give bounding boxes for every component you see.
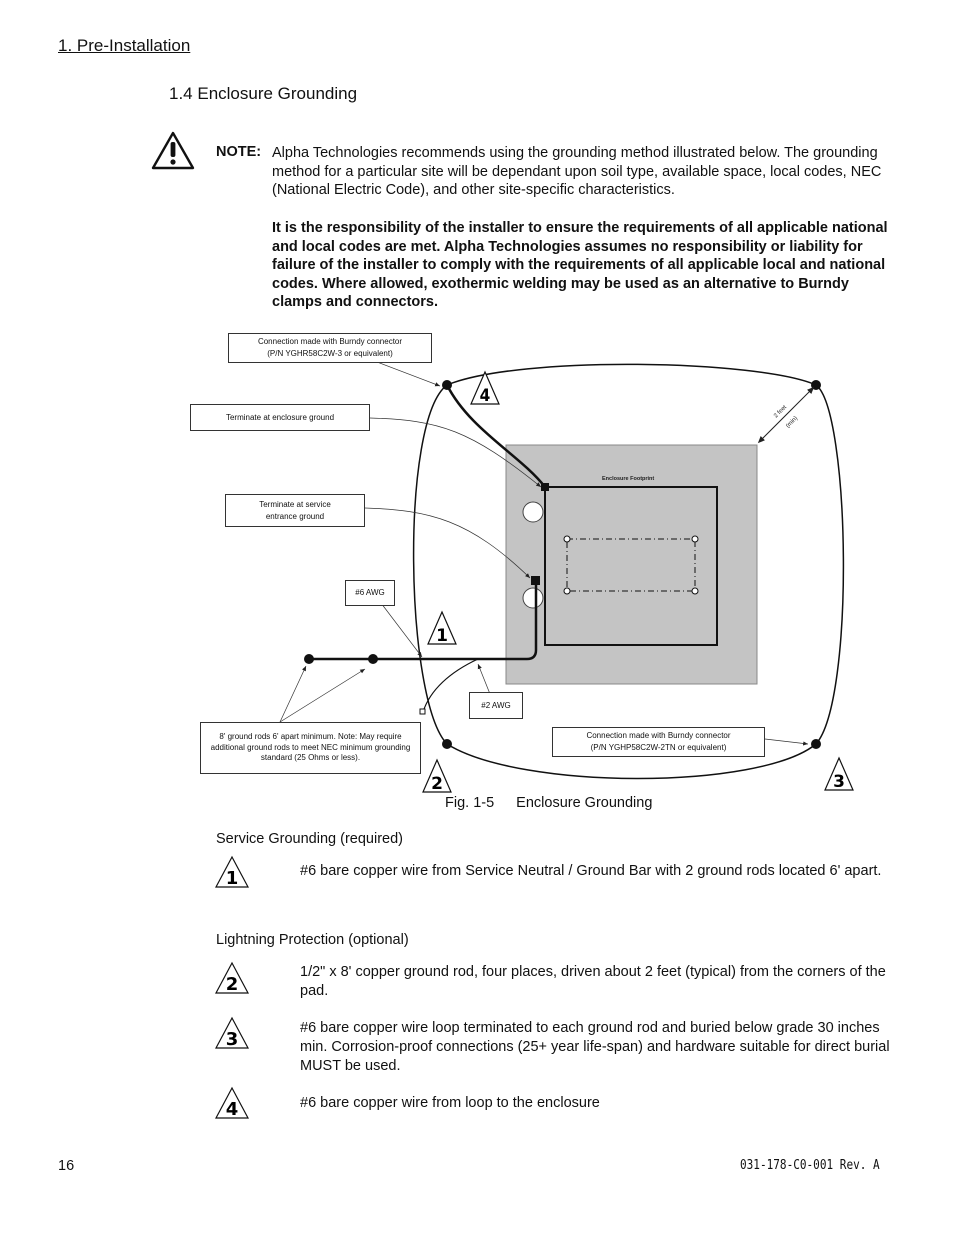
callout-terminate-enclosure: Terminate at enclosure ground	[190, 404, 370, 431]
item-2-marker	[214, 961, 250, 995]
callout-burndy-bottom: Connection made with Burndy connector (P/N YGHP58C2W-2TN or equivalent)	[552, 727, 765, 757]
figure-caption: Fig. 1-5 Enclosure Grounding	[445, 795, 653, 811]
svg-text:2: 2	[225, 974, 239, 995]
item-4-text: #6 bare copper wire from loop to the enclosure	[300, 1095, 600, 1111]
callout-awg2: #2 AWG	[469, 692, 523, 719]
subsection-title: 1.4 Enclosure Grounding	[169, 84, 358, 103]
ground-rod	[811, 380, 821, 390]
conduit-hole	[523, 588, 543, 608]
service-heading: Service Grounding (required)	[216, 831, 403, 847]
distance-sub-label: (min)	[785, 415, 800, 430]
service-ground-rod	[368, 654, 378, 664]
callout-ground-rods: 8' ground rods 6' apart minimum. Note: May require additional ground rods to meet NEC minimum grounding standard (25 Ohms or less).	[200, 722, 421, 774]
marker-2	[423, 760, 451, 794]
item-4-marker	[214, 1086, 250, 1120]
svg-text:1: 1	[436, 626, 448, 646]
item-1-marker	[214, 855, 250, 889]
note-label: NOTE:	[216, 144, 262, 160]
svg-text:3: 3	[225, 1029, 239, 1050]
svg-text:4: 4	[225, 1099, 239, 1120]
svg-text:3: 3	[833, 772, 845, 792]
service-ground-wire	[309, 580, 536, 659]
page-number: 16	[58, 1158, 75, 1174]
lightning-heading: Lightning Protection (optional)	[216, 932, 409, 948]
ground-rod	[811, 739, 821, 749]
marker-3	[825, 758, 853, 792]
item-1-text: #6 bare copper wire from Service Neutral / Ground Bar with 2 ground rods located 6' apart.	[300, 863, 882, 879]
distance-label: 2 feet	[773, 404, 789, 420]
ground-rod	[442, 739, 452, 749]
enclosure-footprint-label: Enclosure Footprint	[602, 476, 655, 482]
document-number: 031-178-C0-001 Rev. A	[740, 1158, 880, 1173]
callout-service-entrance: Terminate at service entrance ground	[225, 494, 365, 527]
svg-text:4: 4	[479, 386, 491, 406]
svg-text:1: 1	[225, 868, 239, 889]
section-title: 1. Pre-Installation	[58, 36, 191, 55]
conduit-hole	[523, 502, 543, 522]
item-3-marker	[214, 1016, 250, 1050]
note-disclaimer: It is the responsibility of the installer to ensure the requirements of all applicable national and local codes are met. Alpha Technologies assumes no responsibility or liability for failure of the installer to comply with the requirements of all applicable local and national codes. Where allowed, exothermic welding may be used as an alternative to Burndy clamps and connectors.	[272, 220, 888, 311]
item-2-text: 1/2" x 8' copper ground rod, four places, driven about 2 feet (typical) from the corners of the pad.	[300, 964, 886, 999]
marker-1	[428, 612, 456, 646]
item-3-text: #6 bare copper wire loop terminated to each ground rod and buried below grade 30 inches min. Corrosion-proof connections (25+ year life-span) and hardware suitable for direct burial MUST be used.	[300, 1020, 890, 1074]
service-ground-rod	[304, 654, 314, 664]
note-text: Alpha Technologies recommends using the grounding method illustrated below. The grounding method for a particular site will be dependant upon soil type, available space, local codes, NEC (National Electric Code), and other site-specific characteristics.	[272, 145, 882, 199]
callout-awg6: #6 AWG	[345, 580, 395, 606]
callout-burndy-top: Connection made with Burndy connector (P/N YGHR58C2W-3 or equivalent)	[228, 333, 432, 363]
svg-text:2: 2	[431, 774, 443, 794]
